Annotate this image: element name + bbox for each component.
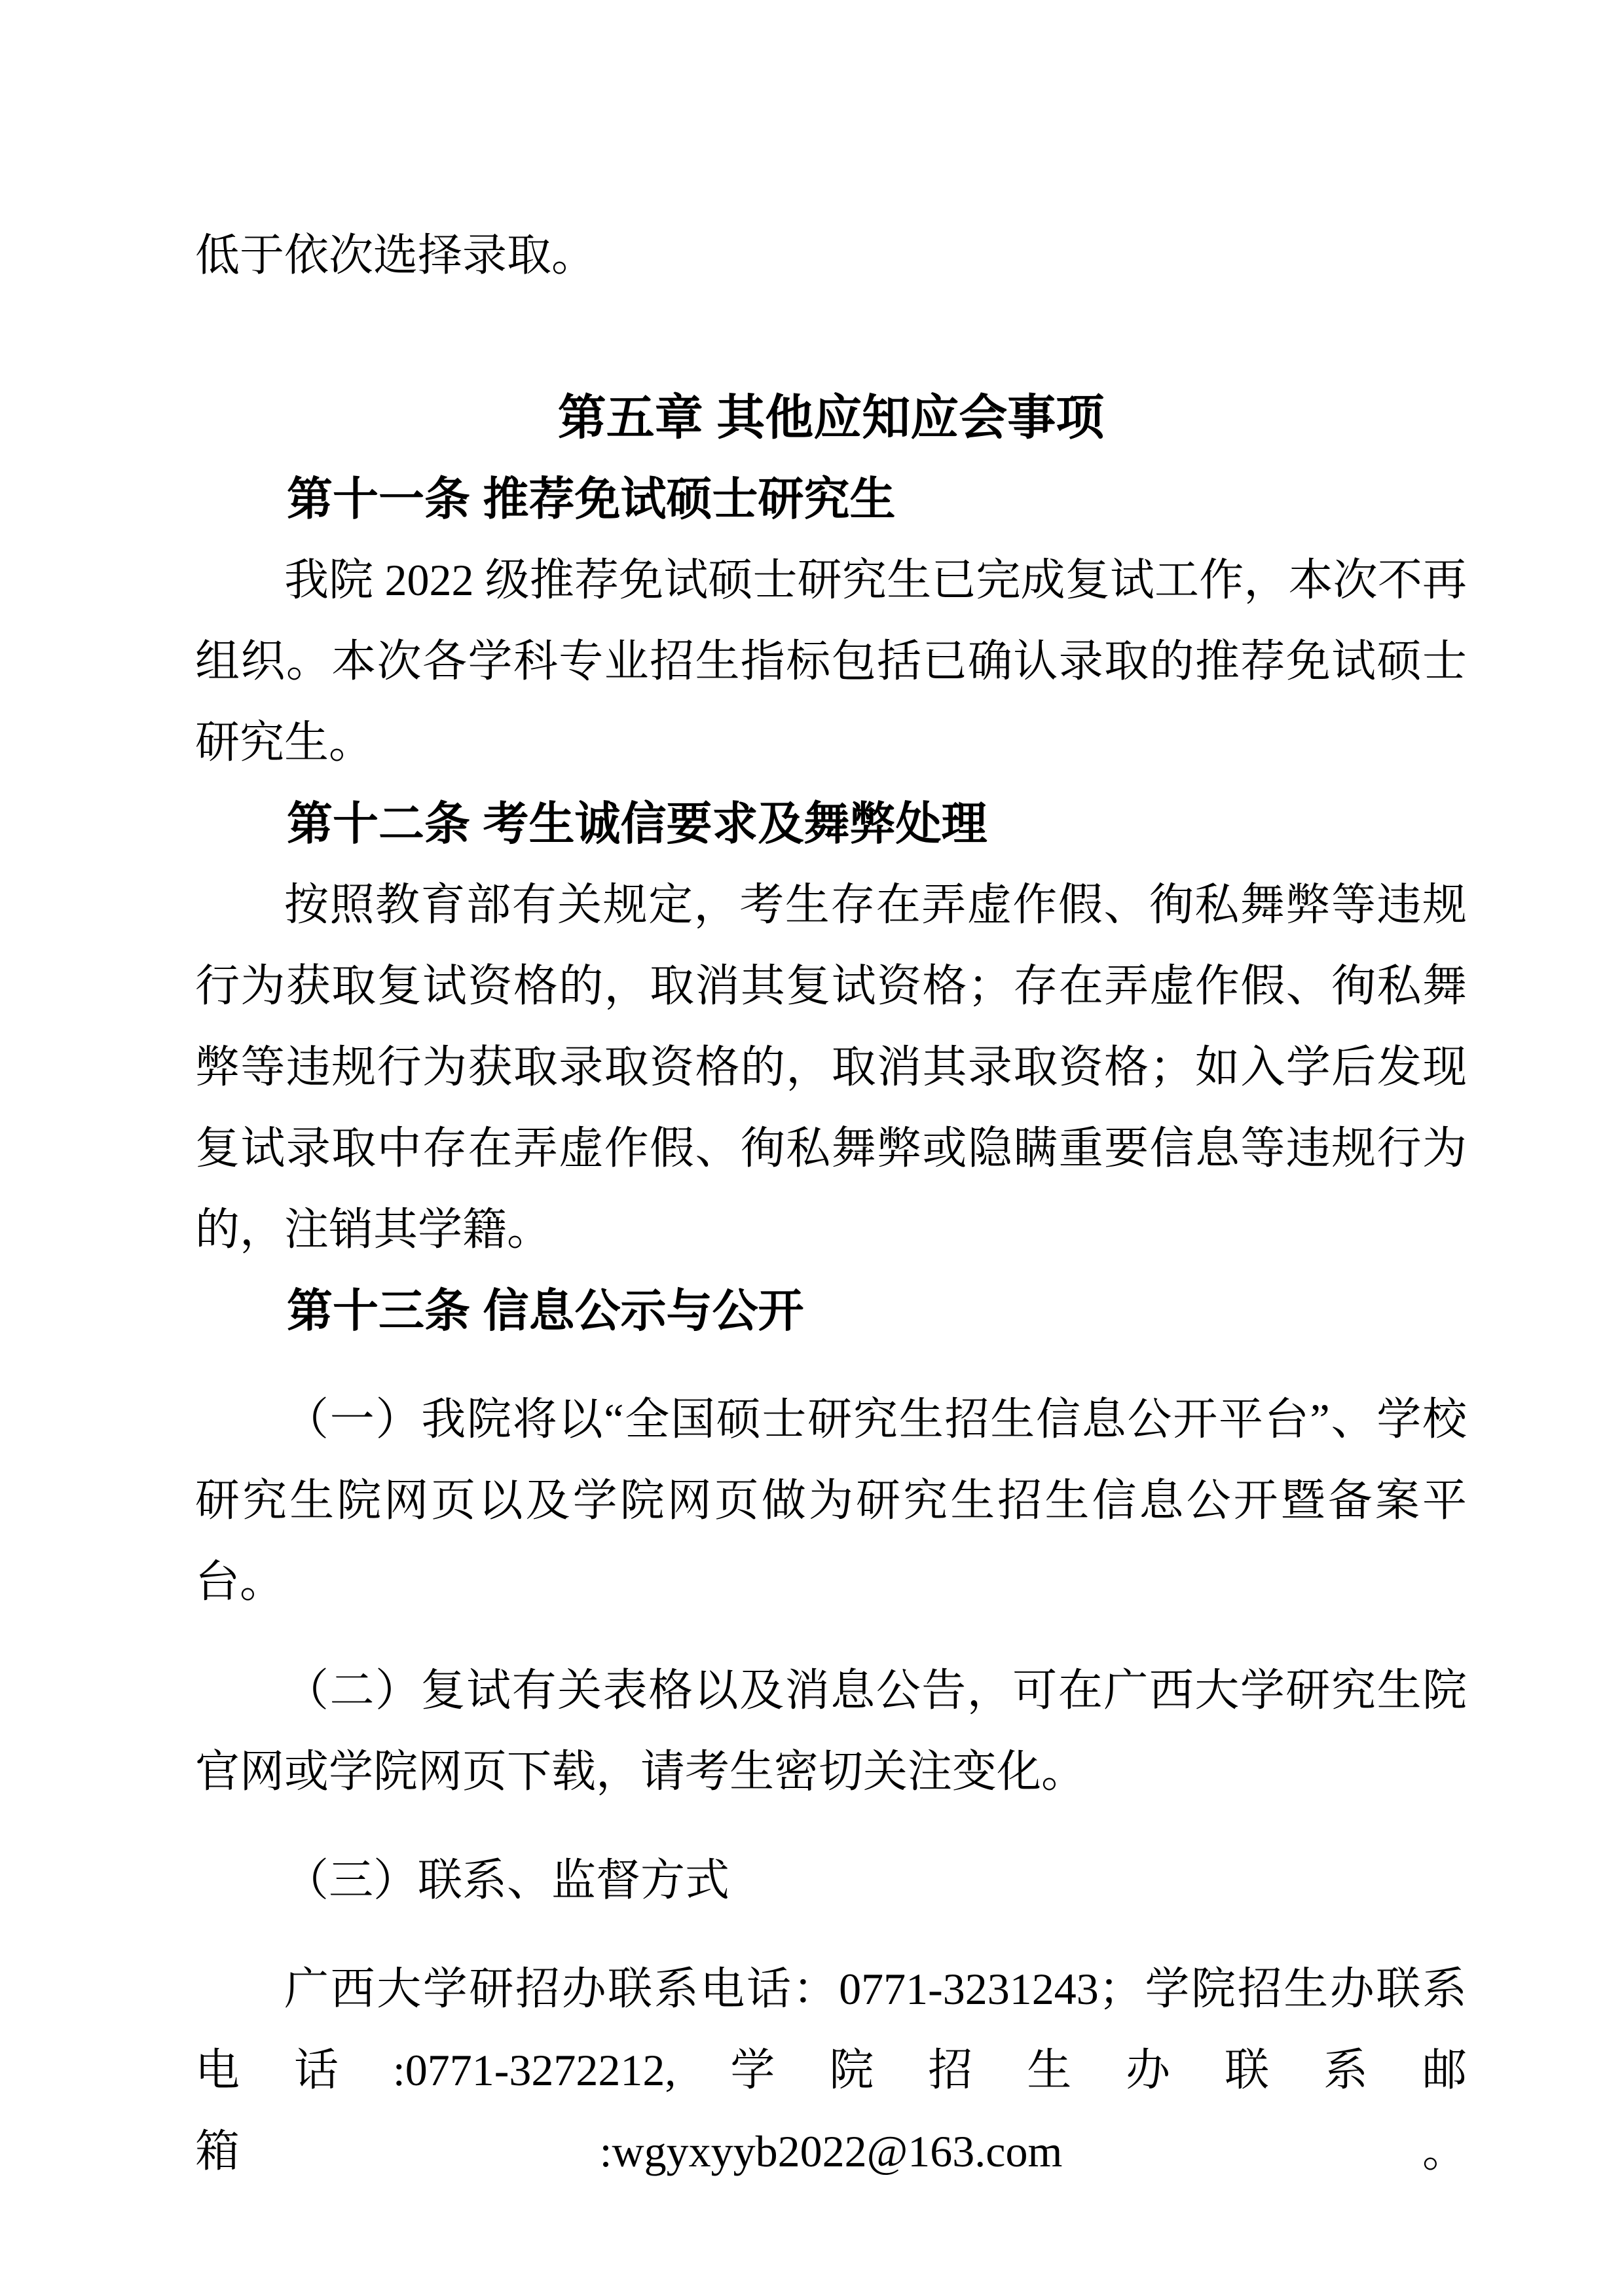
- contact-info-paragraph: 广西大学研招办联系电话：0771-3231243；学院招生办联系电话:0771-3272212,学院招生办联系邮箱:wgyxyyb2022@163.com。: [195, 1964, 1467, 2176]
- chapter-heading: 第五章 其他应知应会事项: [557, 390, 1105, 445]
- article-11-paragraph: 我院 2022 级推荐免试硕士研究生已完成复试工作，本次不再组织。本次各学科专业招生指标包括已确认录取的推荐免试硕士研究生。: [195, 555, 1467, 767]
- article-13-heading: 第十三条 信息公示与公开: [287, 1285, 804, 1336]
- article-13-item-1-paragraph: （一）我院将以“全国硕士研究生招生信息公开平台”、学校研究生院网页以及学院网页做为研究生招生信息公开暨备案平台。: [195, 1394, 1467, 1607]
- section-article-12: [195, 783, 1467, 1270]
- section-article-13: [195, 1270, 1467, 2192]
- article-12-paragraph: 按照教育部有关规定，考生存在弄虚作假、徇私舞弊等违规行为获取复试资格的，取消其复试资格；存在弄虚作假、徇私舞弊等违规行为获取录取资格的，取消其录取资格；如入学后发现复试录取中存在弄虚作假、徇私舞弊或隐瞒重要信息等违规行为的，注销其学籍。: [195, 880, 1467, 1254]
- article-12-heading: 第十二条 考生诚信要求及舞弊处理: [287, 798, 987, 849]
- article-13-item-2-paragraph: （二）复试有关表格以及消息公告，可在广西大学研究生院官网或学院网页下载，请考生密切关注变化。: [195, 1666, 1467, 1796]
- article-11-heading: 第十一条 推荐免试硕士研究生: [287, 473, 896, 524]
- continuation-paragraph: 低于依次选择录取。: [195, 230, 597, 280]
- section-article-11: [195, 458, 1467, 783]
- article-13-item-3-paragraph: （三）联系、监督方式: [284, 1855, 730, 1905]
